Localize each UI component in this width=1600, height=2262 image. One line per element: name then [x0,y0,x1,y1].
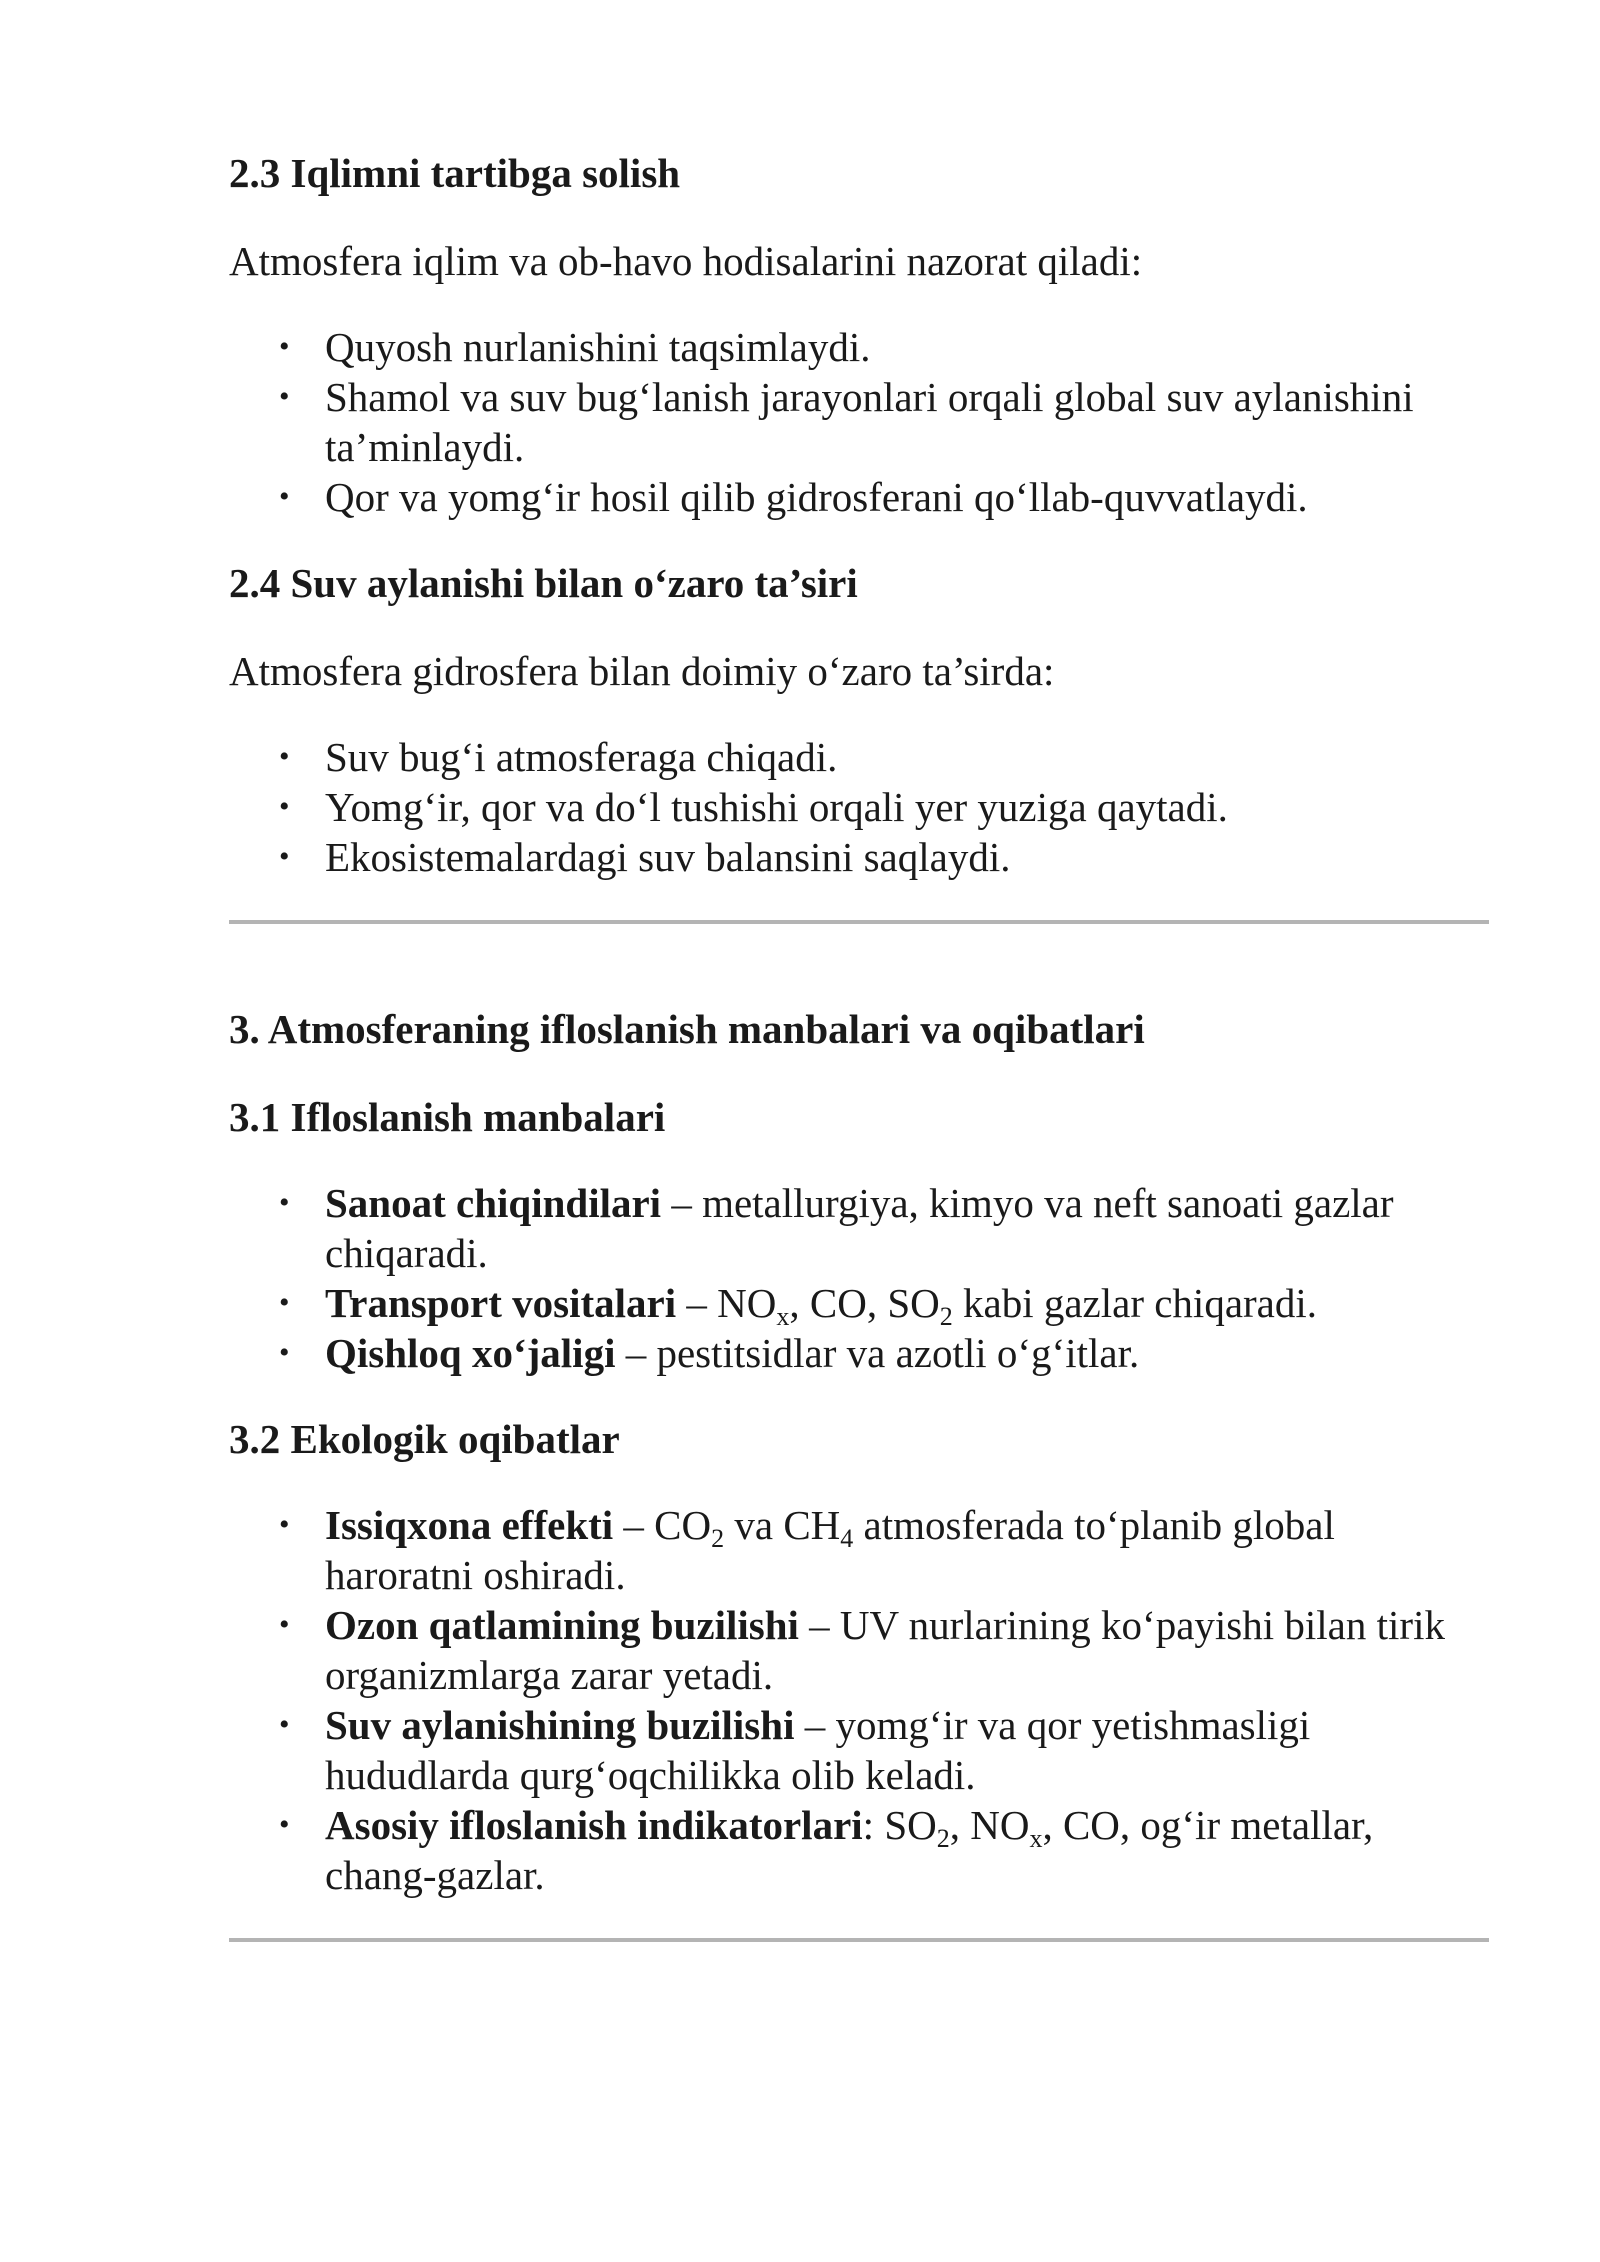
section-3-2-list [229,1500,1489,1900]
section-3-1-heading: 3.1 Ifloslanish manbalari [229,1094,666,1140]
item-term: Sanoat chiqindilari [325,1180,662,1226]
bullet-icon: • [279,330,290,363]
item-term: Transport vositalari [325,1280,677,1326]
bullet-icon: • [279,1336,290,1369]
section-2-4-intro: Atmosfera gidrosfera bilan doimiy o‘zaro ta’sirda: [229,648,1055,694]
item-term: Ozon qatlamining buzilishi [325,1602,799,1648]
list-item: • Transport vositalari – $NO_x$, CO, $SO_2$ kabi gazlar chiqaradi. [279,1280,1318,1331]
section-3-2-heading: 3.2 Ekologik oqibatlar [229,1416,620,1462]
section-3-heading: 3. Atmosferaning ifloslanish manbalari va oqibatlari [229,1006,1145,1052]
list-item: • Suv aylanishining buzilishi – yomg‘ir va qor yetishmasligi hududlarda qurg‘oqchilikka olib keladi. [279,1702,1311,1798]
bullet-icon: • [279,740,290,773]
section-2-4-list [229,732,1489,882]
list-item: • Qor va yomg‘ir hosil qilib gidrosferani qo‘llab-quvvatlaydi. [279,474,1308,520]
list-item: • Yomg‘ir, qor va do‘l tushishi orqali yer yuziga qaytadi. [279,784,1228,830]
list-item: • Asosiy ifloslanish indikatorlari: $SO_2$, $NO_x$, CO, og‘ir metallar, chang-gazlar. [279,1802,1374,1898]
list-item: • Quyosh nurlanishini taqsimlaydi. [279,324,871,370]
bullet-icon: • [279,1708,290,1741]
list-item: • Issiqxona effekti – $CO_2$ va $CH_4$ atmosferada to‘planib global haroratni oshiradi. [279,1502,1335,1598]
bullet-icon: • [279,1186,290,1219]
list-item: • Suv bug‘i atmosferaga chiqadi. [279,734,838,780]
list-item: • Shamol va suv bug‘lanish jarayonlari orqali global suv aylanishini ta’minlaydi. [279,374,1414,470]
list-item: • Ekosistemalardagi suv balansini saqlaydi. [279,834,1011,880]
section-2-3-list [229,322,1489,522]
list-item: • Ozon qatlamining buzilishi – UV nurlarining ko‘payishi bilan tirik organizmlarga zarar yetadi. [279,1602,1445,1698]
document-page [229,148,1489,1942]
bullet-icon: • [279,380,290,413]
item-term: Asosiy ifloslanish indikatorlari [325,1802,863,1848]
section-2-4-heading: 2.4 Suv aylanishi bilan o‘zaro ta’siri [229,560,858,606]
list-item: • Qishloq xo‘jaligi – pestitsidlar va azotli o‘g‘itlar. [279,1330,1140,1376]
bullet-icon: • [279,1808,290,1841]
bullet-icon: • [279,480,290,513]
section-2-3-intro: Atmosfera iqlim va ob-havo hodisalarini nazorat qiladi: [229,238,1143,284]
bullet-icon: • [279,790,290,823]
item-term: Suv aylanishining buzilishi [325,1702,795,1748]
item-term: Qishloq xo‘jaligi [325,1330,616,1376]
list-item: • Sanoat chiqindilari – metallurgiya, kimyo va neft sanoati gazlar chiqaradi. [279,1180,1394,1276]
horizontal-rule [229,1938,1489,1942]
bullet-icon: • [279,1286,290,1319]
bullet-icon: • [279,1608,290,1641]
item-term: Issiqxona effekti [325,1502,614,1548]
bullet-icon: • [279,1508,290,1541]
section-2-3-heading: 2.3 Iqlimni tartibga solish [229,150,681,196]
bullet-icon: • [279,840,290,873]
section-3-1-list [229,1178,1489,1378]
